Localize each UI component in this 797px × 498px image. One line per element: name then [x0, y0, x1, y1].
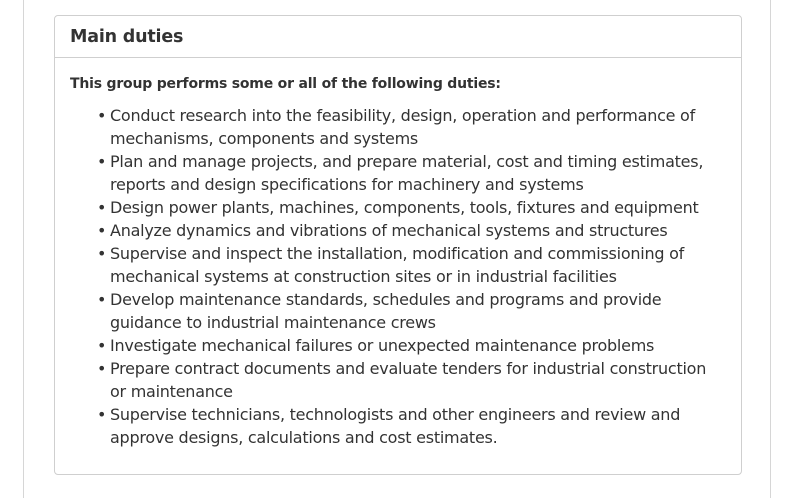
panel-title: Main duties — [70, 27, 184, 47]
bullet-icon: • — [97, 106, 107, 125]
bullet-icon: • — [97, 152, 107, 171]
panel-heading — [55, 16, 741, 58]
duty-text: Investigate mechanical failures or unexpected maintenance problems — [110, 336, 655, 355]
bullet-icon: • — [97, 359, 107, 378]
duty-text: Develop maintenance standards, schedules and programs and provide guidance to industrial maintenance crews — [110, 290, 662, 332]
duty-text: Supervise technicians, technologists and other engineers and review and approve designs, calculations and cost estimates. — [110, 405, 681, 447]
duty-item — [97, 242, 726, 288]
duty-item — [97, 357, 726, 403]
duty-text: Conduct research into the feasibility, design, operation and performance of mechanisms, components and systems — [110, 106, 695, 148]
duty-item — [97, 288, 726, 334]
duty-text: Plan and manage projects, and prepare material, cost and timing estimates, reports and design specifications for machinery and systems — [110, 152, 704, 194]
bullet-icon: • — [97, 405, 107, 424]
duty-item — [97, 196, 726, 219]
duty-text: Design power plants, machines, components, tools, fixtures and equipment — [110, 198, 699, 217]
panel-body — [55, 58, 741, 449]
duty-item — [97, 150, 726, 196]
duty-text: Supervise and inspect the installation, modification and commissioning of mechanical systems at construction sites or in industrial facilities — [110, 244, 685, 286]
duties-intro: This group performs some or all of the following duties: — [70, 76, 501, 92]
bullet-icon: • — [97, 336, 107, 355]
duty-item — [97, 104, 726, 150]
bullet-icon: • — [97, 244, 107, 263]
duty-item — [97, 334, 726, 357]
duty-text: Prepare contract documents and evaluate tenders for industrial construction or maintenance — [110, 359, 707, 401]
bullet-icon: • — [97, 290, 107, 309]
bullet-icon: • — [97, 221, 107, 240]
duty-item — [97, 219, 726, 242]
duty-item — [97, 403, 726, 449]
bullet-icon: • — [97, 198, 107, 217]
duties-list — [70, 104, 726, 449]
duty-text: Analyze dynamics and vibrations of mechanical systems and structures — [110, 221, 668, 240]
main-duties-panel — [54, 15, 742, 475]
